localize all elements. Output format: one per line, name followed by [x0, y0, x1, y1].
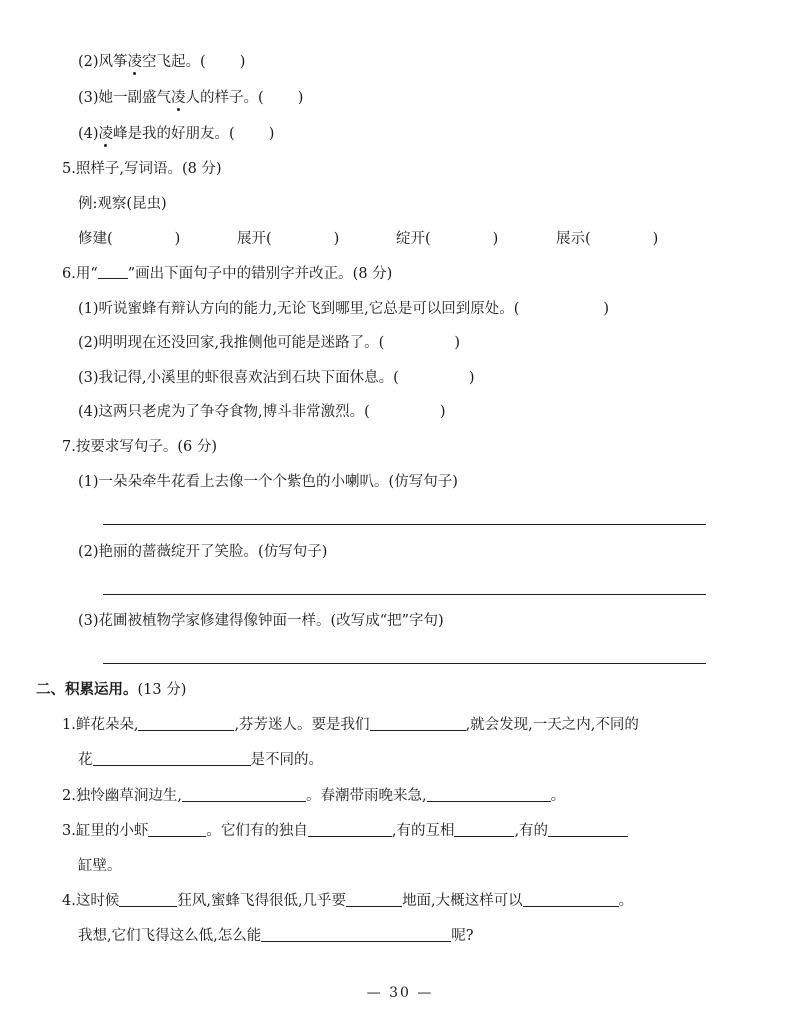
paren-close: ) [652, 231, 659, 247]
q4-item-2 [78, 52, 245, 72]
emphasis-char: 凌 [127, 54, 143, 70]
paren-close: ) [468, 370, 475, 386]
q4-item-3 [78, 88, 303, 108]
s2-q4-blank-1[interactable] [119, 891, 177, 907]
q5-example: 例:观察(昆虫) [78, 196, 167, 212]
s2-q3-blank-3[interactable] [454, 821, 514, 837]
q5-word-3-label: 绽开( [396, 231, 431, 247]
s2-q4-line-1 [62, 891, 633, 911]
s2-q1-text-b: ,芬芳迷人。要是我们 [234, 717, 370, 733]
s2-q2-text-b: 。春潮带雨晚来急, [305, 788, 427, 804]
s2-q3-text-b: 。它们有的独自 [206, 823, 308, 839]
s2-q4-blank-3[interactable] [523, 891, 619, 907]
s2-q3-line-1 [62, 821, 628, 841]
q6-item-2 [78, 333, 460, 353]
q5-word-3 [396, 229, 498, 249]
q5-word-2 [237, 229, 339, 249]
q4-item-2-text: (2)风筝 [78, 54, 128, 70]
q7-answer-line-2[interactable] [103, 594, 706, 595]
s2-q1-text-c: ,就会发现,一天之内,不同的 [465, 717, 639, 733]
q5-title: 5.照样子,写词语。(8 分) [62, 161, 222, 177]
paren-close: ) [333, 231, 340, 247]
page-number: — 30 — [366, 985, 434, 1001]
s2-q3-text-c: ,有的互相 [391, 823, 455, 839]
q4-item-3-text-post: 人的样子。( [185, 90, 264, 106]
s2-q4-text-f: 呢? [451, 928, 474, 944]
q6-item-3 [78, 368, 474, 388]
q4-item-4-text: (4) [78, 126, 99, 142]
q5-word-1 [78, 229, 180, 249]
q7-answer-line-3[interactable] [103, 663, 706, 664]
q6-item-4 [78, 402, 445, 422]
underline-sample [98, 264, 128, 279]
s2-q3-text-a: 3.缸里的小虾 [62, 823, 149, 839]
paren-close: ) [439, 404, 446, 420]
paren-close: ) [603, 301, 610, 317]
s2-q2-blank-2[interactable] [427, 786, 551, 802]
s2-q2-blank-1[interactable] [182, 786, 306, 802]
section-2-score: (13 分) [137, 682, 187, 698]
q4-item-2-text-post: 空飞起。( [142, 54, 206, 70]
emphasis-char: 凌 [98, 126, 114, 142]
s2-q4-blank-4[interactable] [261, 926, 451, 942]
q6-title-pre: 6.用“ [62, 266, 98, 282]
emphasis-char: 凌 [171, 90, 186, 106]
s2-q2-line [62, 786, 565, 806]
s2-q1-blank-3[interactable] [93, 750, 251, 766]
section-2-heading [36, 680, 186, 700]
q4-item-3-text: (3)她一副盛气 [78, 90, 172, 106]
paren-close: ) [297, 90, 304, 106]
s2-q4-text-c: 地面,大概这样可以 [402, 893, 523, 909]
s2-q1-text-d: 花 [78, 752, 93, 768]
q5-word-2-label: 展开( [237, 231, 272, 247]
q6-item-1 [78, 299, 609, 319]
q7-item-3: (3)花圃被植物学家修建得像钟面一样。(改写成“把”字句) [78, 613, 444, 629]
s2-q1-text-e: 是不同的。 [250, 752, 323, 768]
s2-q4-text-d: 。 [618, 893, 634, 909]
q6-item-3-text: (3)我记得,小溪里的虾很喜欢沾到石块下面休息。( [78, 370, 399, 386]
q5-word-4 [556, 229, 658, 249]
s2-q2-text-c: 。 [550, 788, 566, 804]
q7-item-1: (1)一朵朵牵牛花看上去像一个个紫色的小喇叭。(仿写句子) [78, 474, 458, 490]
s2-q1-blank-1[interactable] [138, 715, 234, 731]
q4-item-4 [78, 124, 274, 144]
q6-title [62, 264, 392, 284]
s2-q3-blank-1[interactable] [148, 821, 206, 837]
paren-close: ) [174, 231, 181, 247]
q7-answer-line-1[interactable] [103, 524, 706, 525]
s2-q3-line-2: 缸壁。 [78, 858, 122, 874]
s2-q4-blank-2[interactable] [346, 891, 402, 907]
q6-item-4-text: (4)这两只老虎为了争夺食物,博斗非常激烈。( [78, 404, 370, 420]
s2-q3-text-d: ,有的 [514, 823, 549, 839]
q5-word-4-label: 展示( [556, 231, 591, 247]
s2-q1-text-a: 1.鲜花朵朵, [62, 717, 139, 733]
q5-word-1-label: 修建( [78, 231, 113, 247]
paren-close: ) [239, 54, 246, 70]
s2-q3-blank-4[interactable] [548, 821, 628, 837]
s2-q3-blank-2[interactable] [308, 821, 392, 837]
q7-item-2: (2)艳丽的蔷薇绽开了笑脸。(仿写句子) [78, 544, 328, 560]
s2-q4-line-2 [78, 926, 474, 946]
q6-item-1-text: (1)听说蜜蜂有辩认方向的能力,无论飞到哪里,它总是可以回到原处。( [78, 301, 520, 317]
paren-close: ) [268, 126, 275, 142]
s2-q1-line-1 [62, 715, 639, 735]
q7-title: 7.按要求写句子。(6 分) [62, 439, 217, 455]
q6-title-post: ”画出下面句子中的错别字并改正。(8 分) [127, 266, 393, 282]
section-2-title: 二、积累运用。 [36, 682, 138, 698]
q4-item-4-text-post: 峰是我的好朋友。( [113, 126, 235, 142]
s2-q4-text-b: 狂风,蜜蜂飞得很低,几乎要 [177, 893, 347, 909]
s2-q1-blank-2[interactable] [370, 715, 466, 731]
s2-q4-text-e: 我想,它们飞得这么低,怎么能 [78, 928, 262, 944]
s2-q4-text-a: 4.这时候 [62, 893, 120, 909]
s2-q1-line-2 [78, 750, 323, 770]
q6-item-2-text: (2)明明现在还没回家,我推侧他可能是迷路了。( [78, 335, 385, 351]
paren-close: ) [492, 231, 499, 247]
s2-q2-text-a: 2.独怜幽草涧边生, [62, 788, 182, 804]
paren-close: ) [454, 335, 460, 351]
